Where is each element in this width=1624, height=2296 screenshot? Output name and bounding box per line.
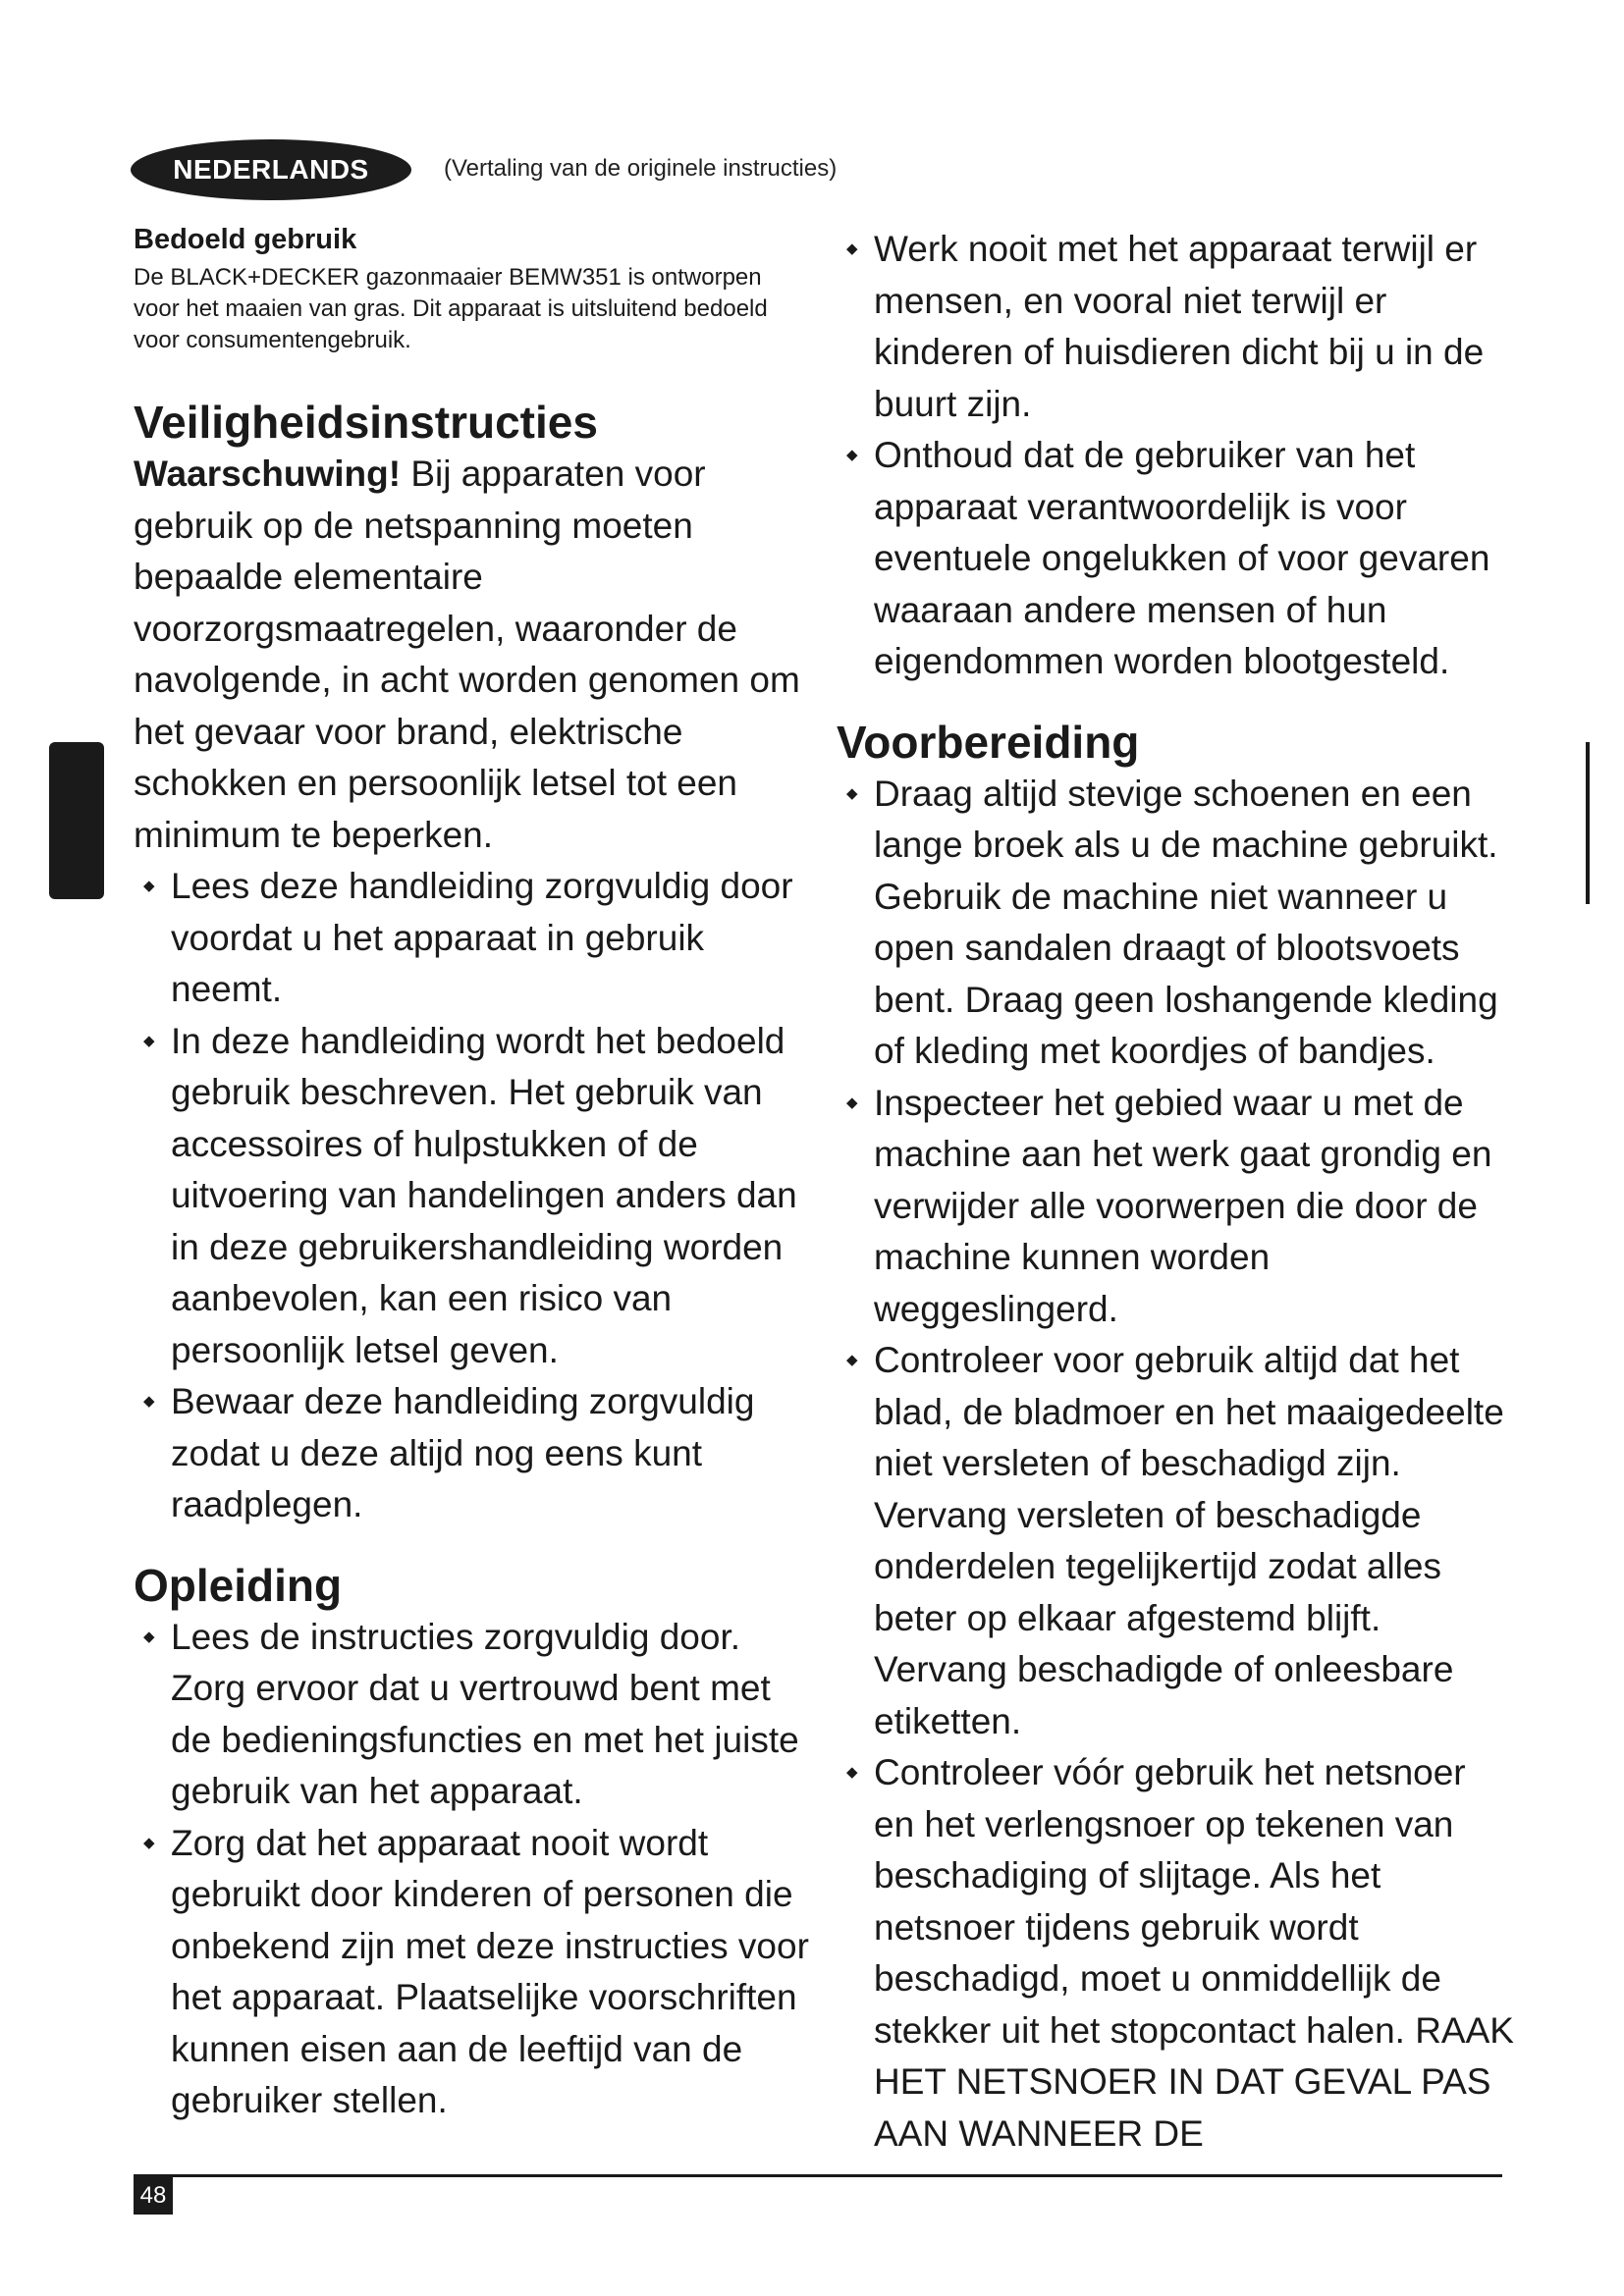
list-item: ◆ Werk nooit met het apparaat terwijl er mensen, en vooral niet terwijl er kinderen of huisdieren dicht bij u in de buurt zijn. xyxy=(837,224,1514,430)
section-edge-line xyxy=(1586,742,1590,904)
translation-note: (Vertaling van de originele instructies) xyxy=(444,155,838,182)
list-item: ◆ In deze handleiding wordt het bedoeld gebruik beschreven. Het gebruik van accessoires of hulpstukken of de uitvoering van handelingen anders dan in deze gebruikershandleiding worden aanbevolen, kan een risico van persoonlijk letsel geven. xyxy=(134,1016,811,1377)
training-heading: Opleiding xyxy=(134,1559,343,1611)
preparation-section xyxy=(837,769,1514,2161)
list-item: ◆ Lees deze handleiding zorgvuldig door voordat u het apparaat in gebruik neemt. xyxy=(134,861,811,1016)
preparation-list-a xyxy=(837,769,1514,872)
page-number: 48 xyxy=(134,2177,173,2215)
preparation-list-b xyxy=(837,1078,1514,2161)
list-item: ◆ Draag altijd stevige schoenen en een lange broek als u de machine gebruikt. xyxy=(837,769,1514,872)
warning-text: Bij apparaten voor gebruik op de netspanning moeten bepaalde elementaire voorzorgsmaatregelen, waaronder de navolgende, in acht worden genomen om het gevaar voor brand, elektrische schokken en persoonlijk letsel tot een minimum te beperken. xyxy=(134,454,800,855)
safety-section xyxy=(134,449,811,1531)
list-item: ◆ Controleer voor gebruik altijd dat het blad, de bladmoer en het maaigedeelte niet versleten of beschadigd zijn. Vervang versleten of beschadigde onderdelen tegelijkertijd zodat alles beter op elkaar afgestemd blijft. Vervang beschadigde of onleesbare etiketten. xyxy=(837,1335,1514,1747)
list-item: ◆ Controleer vóór gebruik het netsnoer en het verlengsnoer op tekenen van beschadiging of slijtage. Als het netsnoer tijdens gebruik wordt beschadigd, moet u onmiddellijk de stekker uit het stopcontact halen. RAAK HET NETSNOER IN DAT GEVAL PAS AAN WANNEER DE xyxy=(837,1747,1514,2160)
list-item: ◆ Lees de instructies zorgvuldig door. Zorg ervoor dat u vertrouwd bent met de bedieningsfuncties en met het juiste gebruik van het apparaat. xyxy=(134,1612,811,1818)
intended-use-text: De BLACK+DECKER gazonmaaier BEMW351 is ontworpen voor het maaien van gras. Dit apparaat is uitsluitend bedoeld voor consumentengebruik. xyxy=(134,264,768,353)
section-tab-marker xyxy=(49,742,104,899)
safety-list xyxy=(134,861,811,1531)
safety-warning xyxy=(134,449,811,861)
language-badge: NEDERLANDS xyxy=(131,139,411,200)
safety-heading: Veiligheidsinstructies xyxy=(134,397,598,448)
preparation-heading: Voorbereiding xyxy=(837,716,1140,768)
list-item: ◆ Onthoud dat de gebruiker van het apparaat verantwoordelijk is voor eventuele ongelukken of voor gevaren waaraan andere mensen of hun eigendommen worden blootgesteld. xyxy=(837,430,1514,688)
intended-use-heading: Bedoeld gebruik xyxy=(134,224,357,255)
list-item: ◆ Inspecteer het gebied waar u met de machine aan het werk gaat grondig en verwijder alle voorwerpen die door de machine kunnen worden weggeslingerd. xyxy=(837,1078,1514,1336)
warning-label: Waarschuwing! xyxy=(134,454,402,494)
training-list-left xyxy=(134,1612,811,2127)
left-column xyxy=(134,224,811,2127)
training-list-right xyxy=(837,224,1514,688)
footer-divider xyxy=(134,2174,1502,2177)
right-column xyxy=(837,224,1514,2160)
list-item: ◆ Bewaar deze handleiding zorgvuldig zodat u deze altijd nog eens kunt raadplegen. xyxy=(134,1376,811,1531)
list-item: ◆ Zorg dat het apparaat nooit wordt gebruikt door kinderen of personen die onbekend zijn met deze instructies voor het apparaat. Plaatselijke voorschriften kunnen eisen aan de leeftijd van de gebruiker stellen. xyxy=(134,1818,811,2127)
preparation-note: Gebruik de machine niet wanneer u open sandalen draagt of blootsvoets bent. Draag geen loshangende kleding of kleding met koordjes of bandjes. xyxy=(874,876,1498,1071)
